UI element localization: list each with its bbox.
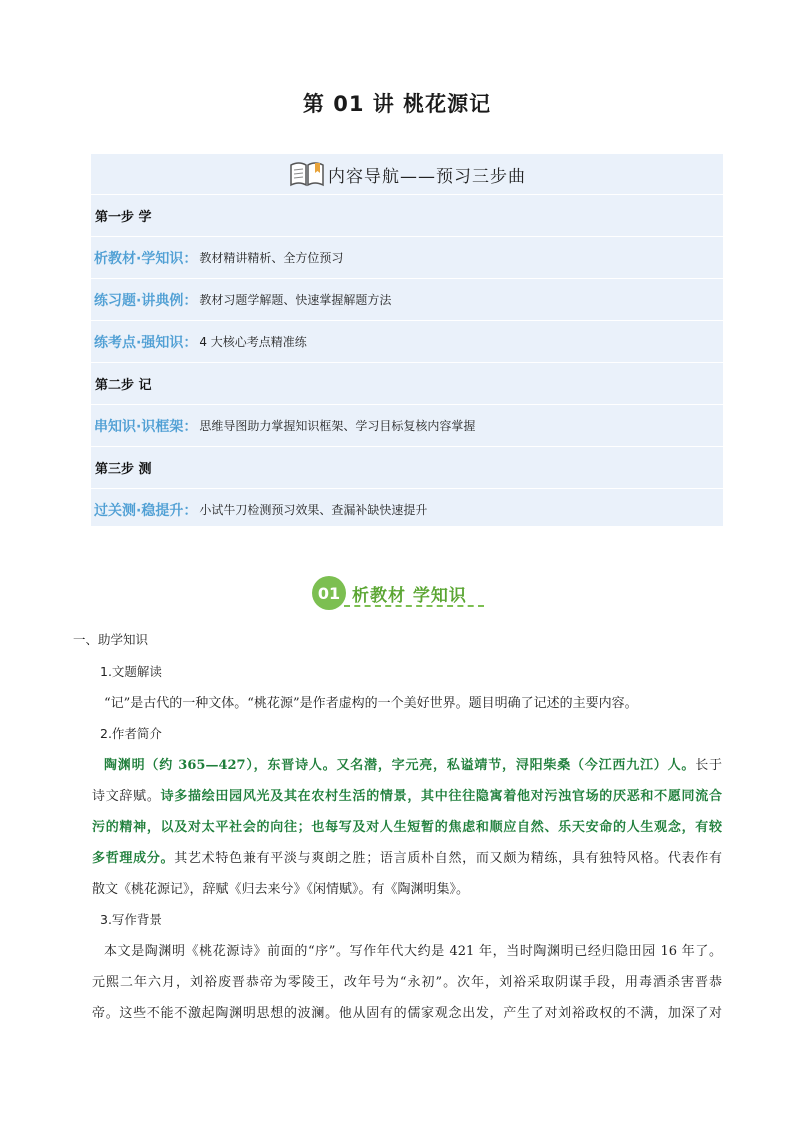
nav-item-analyze-textbook [91, 237, 723, 279]
heading-study-knowledge: 一、助学知识 [73, 632, 149, 647]
nav-item-label: 练考点·强知识： [94, 334, 198, 351]
nav-header [91, 154, 723, 195]
author-text: 长于 [695, 758, 722, 773]
nav-item-desc: 小试牛刀检测预习效果、查漏补缺快速提升 [199, 503, 428, 517]
page-title: 第 01 讲 桃花源记 [302, 92, 492, 116]
nav-item-label: 析教材·学知识： [94, 250, 198, 267]
step-two-row [91, 363, 723, 405]
nav-item-test [91, 489, 723, 530]
subheading-title-reading: 1.文题解读 [100, 664, 162, 679]
nav-item-label: 过关测·稳提升： [94, 502, 198, 519]
author-highlight: 陶渊明（约 365—427），东晋诗人。又名潜，字元亮，私谥靖节，浔阳柴桑（今江西九江）人。 [104, 758, 696, 773]
section-title: 析教材 学知识 [352, 585, 467, 606]
author-highlight: 诗多描绘田园风光及其在农村生活的情景，其中往往隐寓着他对污浊官场的厌恶和不愿同流合 [160, 789, 722, 804]
nav-item-desc: 教材精讲精析、全方位预习 [199, 251, 344, 265]
nav-item-practice [91, 279, 723, 321]
nav-item-desc: 4 大核心考点精准练 [199, 335, 307, 349]
step-one-row [91, 195, 723, 237]
nav-item-desc: 教材习题学解题、快速掌握解题方法 [199, 293, 392, 307]
subheading-background: 3.写作背景 [100, 912, 162, 927]
nav-item-exam-points [91, 321, 723, 363]
background-line-3: 帝。这些不能不激起陶渊明思想的波澜。他从固有的儒家观念出发，产生了对刘裕政权的不满，加深了对 [92, 1006, 722, 1021]
nav-header-text: 内容导航——预习三步曲 [328, 166, 526, 187]
nav-item-framework [91, 405, 723, 447]
author-line-4 [92, 847, 722, 866]
nav-item-label: 串知识·识框架： [94, 418, 198, 435]
author-line-2 [92, 785, 722, 804]
nav-item-desc: 思维导图助力掌握知识框架、学习目标复核内容掌握 [199, 419, 476, 433]
background-line-1: 本文是陶渊明《桃花源诗》前面的“序”。写作年代大约是 421 年，当时陶渊明已经归隐田园 16 年了。 [104, 944, 722, 959]
section-underline [344, 605, 484, 607]
author-line-3 [92, 816, 722, 835]
content-navigation-box [91, 154, 723, 526]
author-highlight: 多哲理成分。 [92, 851, 175, 866]
nav-item-label: 练习题·讲典例： [94, 292, 198, 309]
step-two-heading: 第二步 记 [95, 378, 152, 393]
author-text: 诗文辞赋。 [92, 789, 161, 804]
paragraph-title-reading: “记”是古代的一种文体。“桃花源”是作者虚构的一个美好世界。题目明确了记述的主要内容。 [104, 696, 638, 711]
author-highlight: 污的精神，以及对太平社会的向往；也每写及对人生短暂的焦虑和顺应自然、乐天安命的人生观念，有较 [92, 820, 722, 835]
background-line-2: 元熙二年六月，刘裕废晋恭帝为零陵王，改年号为“永初”。次年，刘裕采取阴谋手段，用毒酒杀害晋恭 [92, 975, 722, 990]
author-text: 其艺术特色兼有平淡与爽朗之胜；语言质朴自然，而又颇为精练，具有独特风格。代表作有 [174, 851, 722, 866]
step-one-heading: 第一步 学 [95, 210, 152, 225]
step-three-heading: 第三步 测 [95, 462, 152, 477]
section-number: 01 [312, 576, 346, 610]
author-line-5: 散文《桃花源记》，辞赋《归去来兮》《闲情赋》。有《陶渊明集》。 [92, 882, 470, 897]
book-icon [288, 159, 326, 189]
subheading-author: 2.作者简介 [100, 726, 162, 741]
step-three-row [91, 447, 723, 489]
author-line-1 [104, 754, 722, 773]
